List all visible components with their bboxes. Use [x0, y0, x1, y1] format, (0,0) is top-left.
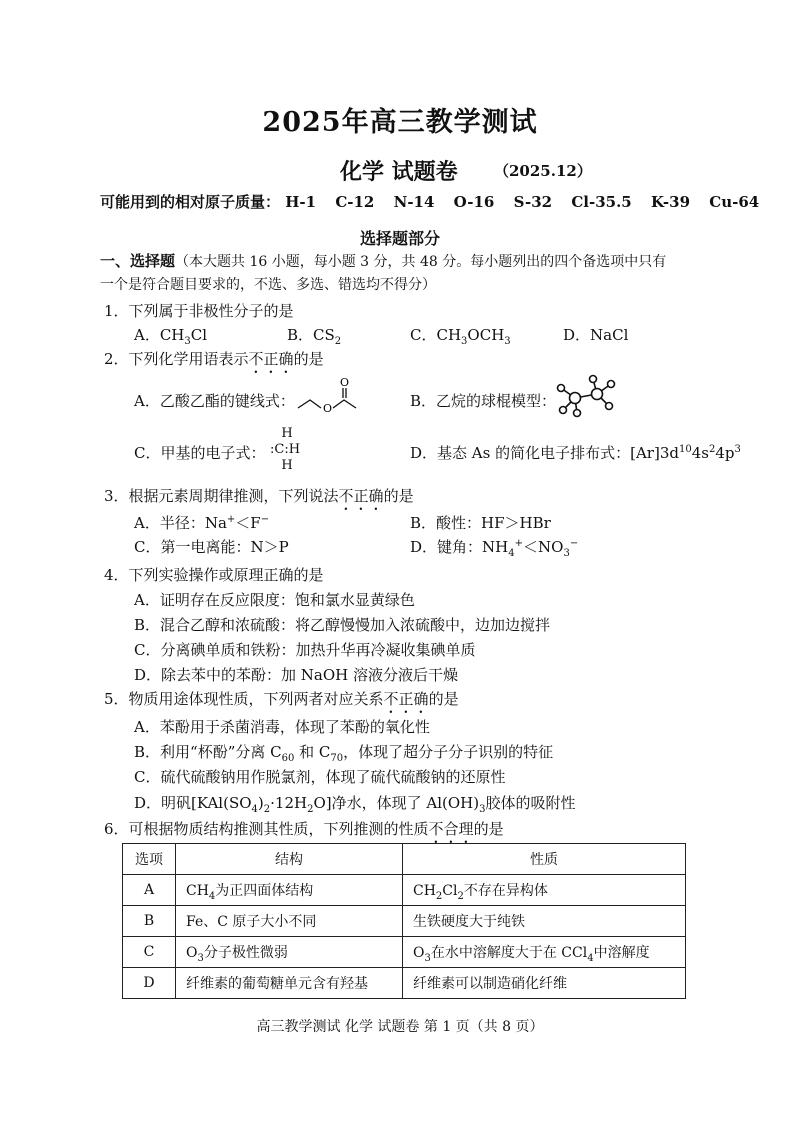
part-heading: 一、选择题	[100, 252, 176, 270]
atomic-mass: N-14	[393, 193, 435, 211]
methyl-electron-dot-formula	[270, 426, 300, 474]
ethane-ball-stick-model	[555, 374, 617, 418]
q5-option-a: A．苯酚用于杀菌消毒，体现了苯酚的氧化性	[134, 718, 430, 736]
q1-option-a: A．$CH_3Cl$	[134, 326, 208, 347]
q3-option-d: D．键角：$NH_4^+<NO_3^-$	[410, 538, 579, 559]
table-row	[123, 968, 686, 999]
atomic-mass: S-32	[513, 193, 553, 211]
table-cell: B	[123, 906, 176, 937]
table-header-cell: 选项	[123, 844, 176, 875]
atomic-mass: C-12	[335, 193, 375, 211]
table-row	[123, 875, 686, 906]
table-header-cell: 结构	[176, 844, 403, 875]
q5-option-d: D．明矾$[KAl(SO_4)_2\cdot 12H_2O]$净水，体现了 $Al(OH)_3$胶体的吸附性	[134, 794, 576, 815]
q1-option-d: D．NaCl	[563, 326, 629, 344]
q1-stem: 1．下列属于非极性分子的是	[104, 302, 294, 320]
q2-option-b: B．乙烷的球棍模型：	[410, 392, 557, 410]
table-cell: 生铁硬度大于纯铁	[403, 906, 686, 937]
q4-option-c: C．分离碘单质和铁粉：加热升华再冷凝收集碘单质	[134, 641, 476, 659]
table-cell: C	[123, 937, 176, 968]
ethyl-acetate-skeletal-formula	[296, 378, 358, 414]
table-cell: $O_3$在水中溶解度大于在 CCl$_4$中溶解度	[403, 937, 686, 968]
table-header-cell: 性质	[403, 844, 686, 875]
hydrogen-bottom: H	[281, 458, 293, 473]
table-cell: D	[123, 968, 176, 999]
atomic-masses-label: 可能用到的相对原子质量：	[100, 193, 281, 211]
carbon-center: :C:H	[270, 442, 301, 457]
q4-stem: 4．下列实验操作或原理正确的是	[104, 566, 324, 584]
carbonyl-oxygen-label: O	[340, 376, 350, 389]
table-cell: $O_3$分子极性微弱	[176, 937, 403, 968]
emphasis-text: 不正确	[248, 350, 294, 368]
page-footer: 高三教学测试 化学 试题卷 第 1 页（共 8 页）	[256, 1019, 544, 1035]
q6-table	[122, 843, 686, 999]
q6-stem: 6．可根据物质结构推测其性质，下列推测的性质不合理的是	[104, 820, 504, 838]
q3-option-b: B．酸性：HF＞HBr	[410, 514, 551, 532]
table-cell: 纤维素的葡萄糖单元含有羟基	[176, 968, 403, 999]
q2-stem: 2．下列化学用语表示不正确的是	[104, 350, 324, 368]
table-cell: 纤维素可以制造硝化纤维	[403, 968, 686, 999]
atomic-mass: H-1	[285, 193, 317, 211]
section-title: 选择题部分	[359, 229, 440, 248]
table-cell: Fe、C 原子大小不同	[176, 906, 403, 937]
ether-oxygen-label: O	[323, 402, 333, 415]
q3-option-c: C．第一电离能：N＞P	[134, 538, 289, 556]
hydrogen-top: H	[281, 426, 293, 441]
exam-date: （2025.12）	[494, 162, 592, 180]
table-row	[123, 906, 686, 937]
exam-title: 2025年高三教学测试	[262, 107, 538, 138]
q4-option-a: A．证明存在反应限度：饱和氯水显黄绿色	[134, 591, 415, 609]
atomic-mass: K-39	[650, 193, 691, 211]
table-cell: $CH_2Cl_2$不存在异构体	[403, 875, 686, 906]
table-row	[123, 937, 686, 968]
paper-subtitle: 化学 试题卷	[340, 159, 458, 185]
part-instructions	[100, 250, 666, 271]
q4-option-d: D．除去苯中的苯酚：加 NaOH 溶液分液后干燥	[134, 666, 459, 684]
emphasis-text: 不正确	[338, 487, 384, 505]
table-header-row	[123, 844, 686, 875]
q5-option-b: B．利用“杯酚”分离 $C_{60}$ 和 $C_{70}$，体现了超分子分子识别的特征	[134, 743, 554, 764]
instructions-line-1: （本大题共 16 小题，每小题 3 分，共 48 分。每小题列出的四个备选项中只有	[175, 254, 667, 270]
atomic-masses-line	[100, 191, 759, 212]
q5-stem: 5．物质用途体现性质，下列两者对应关系不正确的是	[104, 690, 459, 708]
atomic-mass: Cl-35.5	[571, 193, 632, 211]
atomic-mass: Cu-64	[709, 193, 760, 211]
q5-option-c: C．硫代硫酸钠用作脱氯剂，体现了硫代硫酸钠的还原性	[134, 768, 506, 786]
q1-option-c: C．$CH_3OCH_3$	[410, 326, 511, 347]
q2-option-d: D．基态 As 的简化电子排布式：$[Ar]3d^{10}4s^24p^3$	[410, 444, 741, 462]
q2-option-a: A．乙酸乙酯的键线式：	[134, 392, 295, 410]
emphasis-text: 不正确	[383, 690, 429, 708]
table-cell: $CH_4$为正四面体结构	[176, 875, 403, 906]
q1-option-b: B．$CS_2$	[287, 326, 342, 347]
q3-stem: 3．根据元素周期律推测，下列说法不正确的是	[104, 487, 414, 505]
emphasis-text: 不合理	[428, 820, 474, 838]
q4-option-b: B．混合乙醇和浓硫酸：将乙醇慢慢加入浓硫酸中，边加边搅拌	[134, 616, 551, 634]
atomic-mass: O-16	[453, 193, 495, 211]
q3-option-a: A．半径：Na+＜F−	[134, 514, 270, 532]
instructions-line-2: 一个是符合题目要求的，不选、多选、错选均不得分）	[100, 277, 436, 293]
table-cell: A	[123, 875, 176, 906]
q2-option-c: C．甲基的电子式：	[134, 444, 266, 462]
